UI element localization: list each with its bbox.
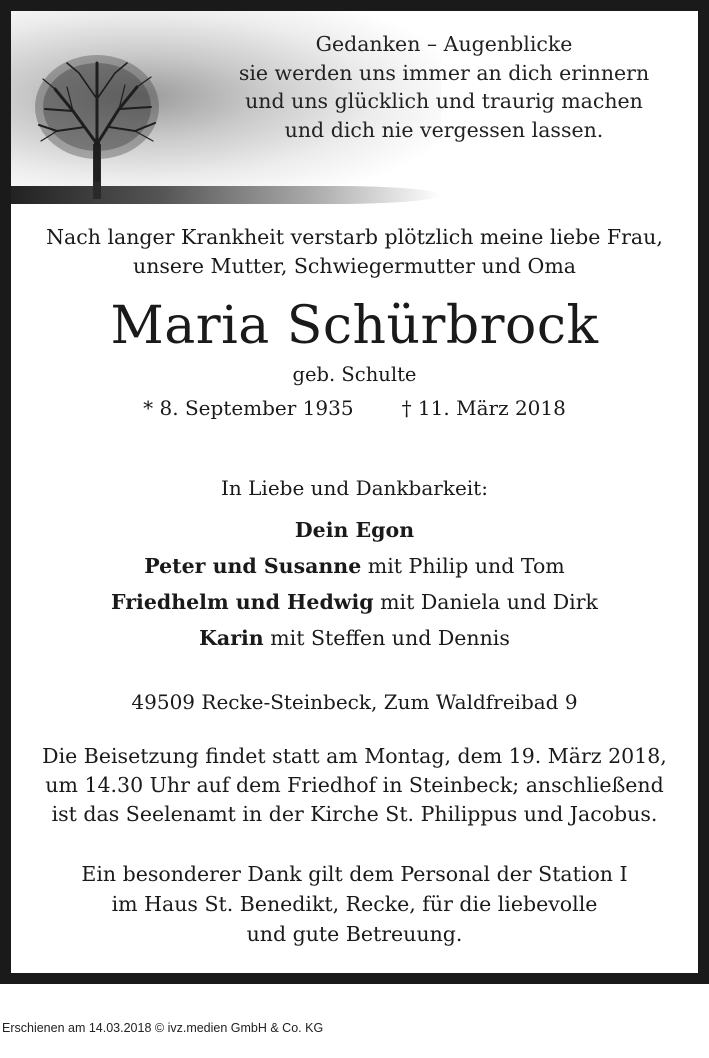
deceased-name: Maria Schürbrock — [110, 296, 599, 356]
mourner-name: Dein Egon — [294, 518, 415, 542]
mourner-row — [0, 620, 709, 656]
intro-text — [0, 223, 709, 281]
gratitude-line: Ein besonderer Dank gilt dem Personal der Station I — [81, 862, 628, 886]
mourner-family: mit Steffen und Dennis — [263, 626, 510, 650]
mourner-name: Karin — [199, 626, 264, 650]
born-name: geb. Schulte — [292, 363, 417, 386]
funeral-info — [0, 742, 709, 829]
life-dates — [0, 393, 709, 423]
poem-line: Gedanken – Augenblicke — [315, 32, 573, 56]
mourner-family: mit Philip und Tom — [361, 554, 565, 578]
poem-line: und uns glücklich und traurig machen — [245, 89, 643, 113]
death-date: † 11. März 2018 — [401, 396, 566, 420]
gratitude-line: und gute Betreuung. — [246, 922, 463, 946]
mourners-list — [0, 512, 709, 656]
address: 49509 Recke-Steinbeck, Zum Waldfreibad 9 — [131, 690, 578, 714]
birth-date: * 8. September 1935 — [143, 396, 354, 420]
poem — [190, 30, 698, 144]
funeral-line: um 14.30 Uhr auf dem Friedhof in Steinbeck; anschließend — [45, 773, 664, 797]
gratitude-text — [0, 859, 709, 949]
intro-line: unsere Mutter, Schwiegermutter und Oma — [133, 254, 576, 278]
funeral-line: Die Beisetzung findet statt am Montag, dem 19. März 2018, — [42, 744, 667, 768]
mourner-name: Friedhelm und Hedwig — [111, 590, 374, 614]
gratitude-line: im Haus St. Benedikt, Recke, für die liebevolle — [111, 892, 598, 916]
intro-line: Nach langer Krankheit verstarb plötzlich meine liebe Frau, — [46, 225, 663, 249]
mourner-row — [0, 548, 709, 584]
mourner-row — [0, 512, 709, 548]
poem-line: und dich nie vergessen lassen. — [284, 117, 604, 142]
poem-line: sie werden uns immer an dich erinnern — [238, 60, 650, 85]
funeral-line: ist das Seelenamt in der Kirche St. Philippus und Jacobus. — [51, 802, 658, 826]
mourner-row — [0, 584, 709, 620]
mourner-name: Peter und Susanne — [144, 554, 362, 578]
publication-footer: Erschienen am 14.03.2018 © ivz.medien GmbH & Co. KG — [2, 1021, 324, 1035]
mourners-intro: In Liebe und Dankbarkeit: — [221, 476, 488, 500]
tree-icon — [27, 49, 167, 199]
mourner-family: mit Daniela und Dirk — [373, 590, 598, 614]
